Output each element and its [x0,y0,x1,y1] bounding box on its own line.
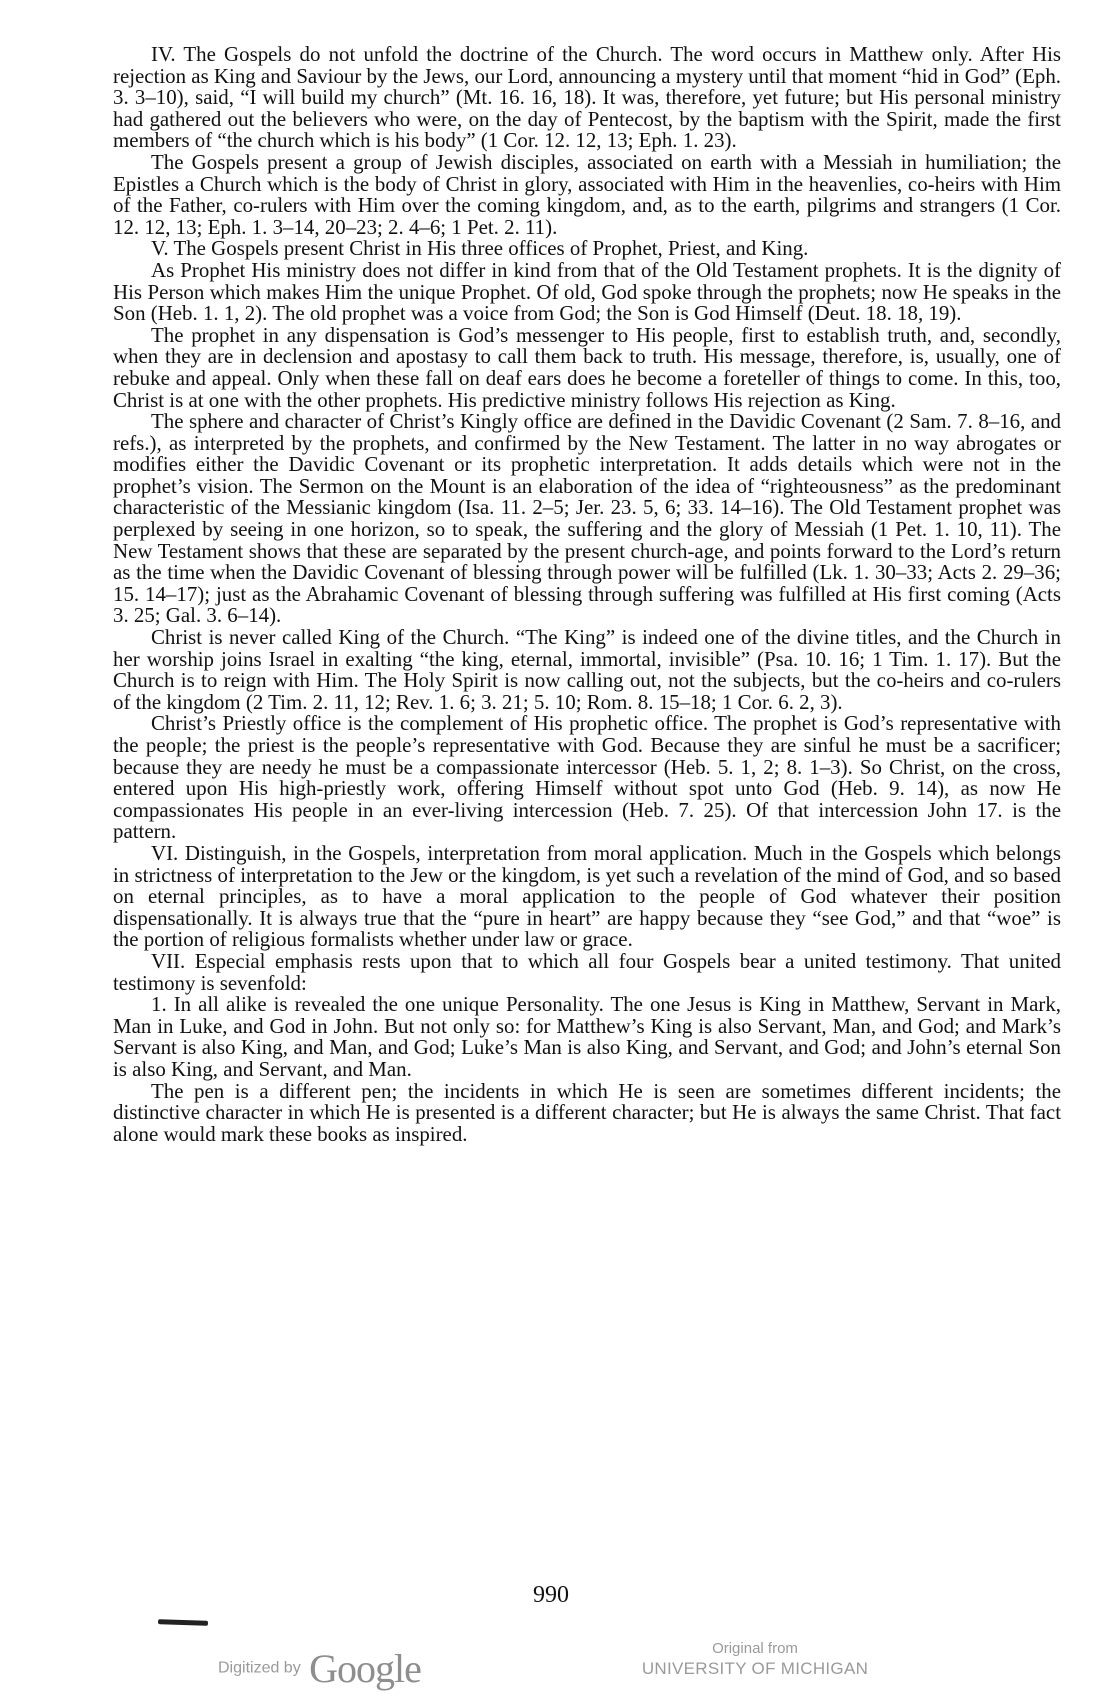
paragraph-iv-church: IV. The Gospels do not unfold the doctrine of the Church. The word occurs in Matthew only. After His rejection as King and Saviour by the Jews, our Lord, announcing a mystery until that moment “hid in God” (Eph. 3. 3–10), said, “I will build my church” (Mt. 16. 16, 18). It was, therefore, yet future; but His personal ministry had gathered out the believers who were, on the day of Pentecost, by the baptism with the Spirit, made the first members of “the church which is his body” (1 Cor. 12. 12, 13; Eph. 1. 23). [113,42,1062,153]
paragraph-vi-interpretation: VI. Distinguish, in the Gospels, interpretation from moral application. Much in the Gospels which belongs in strictness of interpretation to the Jew or the kingdom, is yet such a revelation of the mind of God, and so based on eternal principles, as to have a moral application to the people of God whatever their position dispensationally. It is always true that the “pure in heart” are happy because they “see God,” and that “woe” is the portion of religious formalists whether under law or grace. [113,840,1061,952]
paragraph-king-of-church: Christ is never called King of the Church. “The King” is indeed one of the divine titles, and the Church in her worship joins Israel in exalting “the king, eternal, immortal, invisible” (Psa. 10. 16; 1 Tim. 1. 17). But the Church is to reign with Him. The Holy Spirit is now calling out, not the subjects, but the co-heirs and co-rulers of the kingdom (2 Tim. 2. 11, 12; Rev. 1. 6; 3. 21; 5. 10; Rom. 8. 15–18; 1 Cor. 6. 2, 3). [113,625,1061,714]
page-number: 990 [533,1582,569,1608]
paragraph-prophet-messenger: The prophet in any dispensation is God’s messenger to His people, first to establish truth, and, secondly, when they are in declension and apostasy to call them back to truth. His message, therefore, is, usually, one of rebuke and appeal. Only when these fall on deaf ears does he become a foreteller of things to come. In this, too, Christ is at one with the other prophets. His predictive ministry follows His rejection as King. [113,322,1061,412]
paragraph-v-three-offices: V. The Gospels present Christ in His three offices of Prophet, Priest, and King. [151,236,809,261]
ink-dash-mark [158,1619,208,1626]
source-line-university: UNIVERSITY OF MICHIGAN [641,1659,869,1678]
paragraph-vii-testimony: VII. Especial emphasis rests upon that to which all four Gospels bear a united testimony. That united testimony is sevenfold: [113,948,1061,995]
paragraph-gospels-group: The Gospels present a group of Jewish disciples, associated on earth with a Messiah in humiliation; the Epistles a Church which is the body of Christ in glory, associated with Him in the heavenlies, co-heirs with Him of the Father, co-rulers with Him over the coming kingdom, and, as to the earth, pilgrims and strangers (1 Cor. 12. 12, 13; Eph. 1. 3–14, 20–23; 2. 4–6; 1 Pet. 2. 11). [113,149,1061,239]
body-text [113,44,1061,1145]
digitized-by-watermark [218,1645,421,1692]
digitized-prefix: Digitized by [218,1659,301,1677]
source-attribution [620,1640,890,1680]
paragraph-different-pen: The pen is a different pen; the incidents in which He is seen are sometimes different incidents; the distinctive character in which He is presented is a different character; but He is always the same Christ. That fact alone would mark these books as inspired. [113,1078,1061,1146]
paragraph-priestly-office: Christ’s Priestly office is the complement of His prophetic office. The prophet is God’s representative with the people; the priest is the people’s representative with God. Because they are sinful he must be a sacrificer; because they are needy he must be a compassionate intercessor (Heb. 5. 1, 2; 8. 1–3). So Christ, on the cross, entered upon His high-priestly work, offering Himself without spot unto God (Heb. 9. 14), as now He compassionates His people in an ever-living intercession (Heb. 7. 25). Of that intercession John 17. is the pattern. [113,711,1061,844]
source-line-original: Original from [712,1640,798,1657]
paragraph-prophet: As Prophet His ministry does not differ in kind from that of the Old Testament prophets. It is the dignity of His Person which makes Him the unique Prophet. Of old, God spoke through the prophets; now He speaks in the Son (Heb. 1. 1, 2). The old prophet was a voice from God; the Son is God Himself (Deut. 18. 18, 19). [113,257,1061,326]
paragraph-personality: 1. In all alike is revealed the one unique Personality. The one Jesus is King in Matthew, Servant in Mark, Man in Luke, and God in John. But not only so: for Matthew’s King is also Servant, Man, and God; and Mark’s Servant is also King, and Man, and God; Luke’s Man is also King, and Servant, and God; and John’s eternal Son is also King, and Servant, and Man. [113,992,1061,1081]
google-logo: Google [309,1646,421,1691]
paragraph-kingly-office: The sphere and character of Christ’s Kingly office are defined in the Davidic Covenant (2 Sam. 7. 8–16, and refs.), as interpreted by the prophets, and confirmed by the New Testament. The latter in no way abrogates or modifies either the Davidic Covenant or its prophetic interpretation. It adds details which were not in the prophet’s vision. The Sermon on the Mount is an elaboration of the idea of “righteousness” as the predominant characteristic of the Messianic kingdom (Isa. 11. 2–5; Jer. 23. 5, 6; 33. 14–16). The Old Testament prophet was perplexed by seeing in one horizon, so to speak, the suffering and the glory of Messiah (1 Pet. 1. 10, 11). The New Testament shows that these are separated by the present church-age, and points forward to the Lord’s return as the time when the Davidic Covenant of blessing through power will be fulfilled (Lk. 1. 30–33; Acts 2. 29–36; 15. 14–17); just as the Abrahamic Covenant of blessing through suffering was fulfilled at His first coming (Acts 3. 25; Gal. 3. 6–14). [113,409,1061,628]
